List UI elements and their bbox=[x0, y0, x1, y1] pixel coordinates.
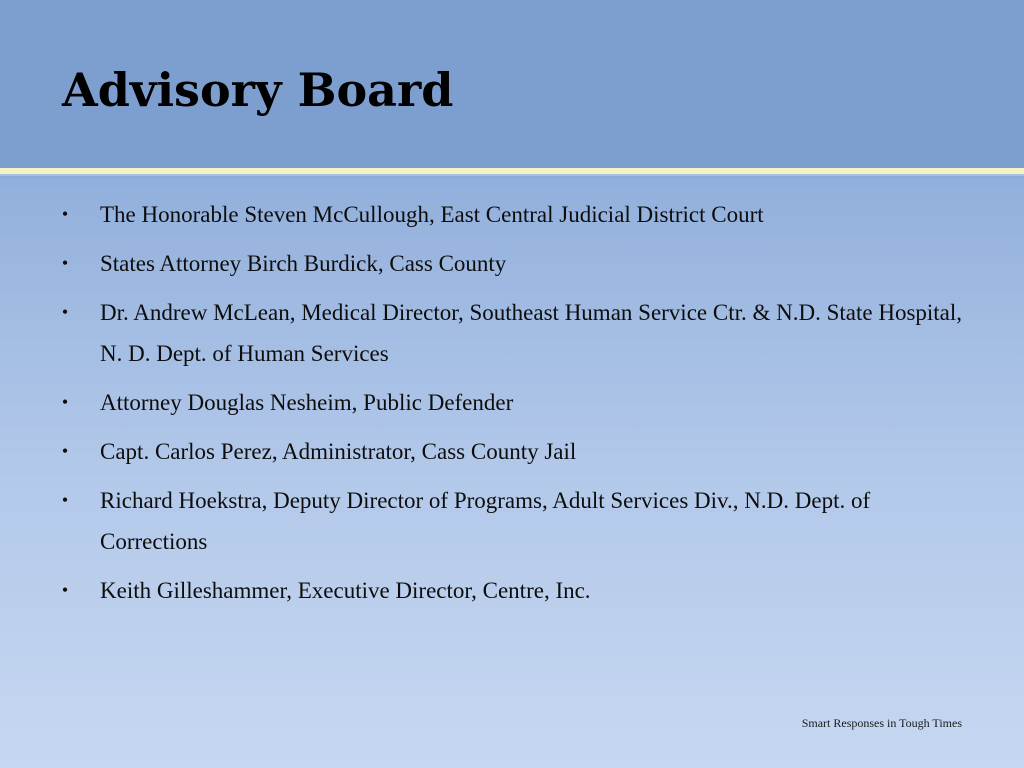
list-item bbox=[58, 480, 978, 562]
bullet-icon: • bbox=[61, 253, 69, 273]
slide-title: Advisory Board bbox=[62, 63, 454, 117]
bullet-icon: • bbox=[61, 204, 69, 224]
bullet-icon: • bbox=[61, 441, 69, 461]
title-divider-shadow bbox=[0, 174, 1024, 176]
list-item-text: States Attorney Birch Burdick, Cass County bbox=[100, 251, 507, 276]
list-item-text: Capt. Carlos Perez, Administrator, Cass County Jail bbox=[100, 439, 577, 464]
list-item-text: Keith Gilleshammer, Executive Director, Centre, Inc. bbox=[100, 578, 591, 603]
list-item-text: Richard Hoekstra, Deputy Director of Programs, Adult Services Div., N.D. Dept. of Corrections bbox=[100, 488, 871, 554]
advisory-board-list bbox=[58, 194, 978, 619]
list-item bbox=[58, 292, 978, 374]
slide-footer: Smart Responses in Tough Times bbox=[801, 716, 962, 730]
list-item-text: Dr. Andrew McLean, Medical Director, Southeast Human Service Ctr. & N.D. State Hospital, N. D. Dept. of Human Services bbox=[100, 300, 963, 366]
list-item bbox=[58, 570, 978, 611]
list-item-text: Attorney Douglas Nesheim, Public Defender bbox=[100, 390, 514, 415]
list-item bbox=[58, 194, 978, 235]
list-item-text: The Honorable Steven McCullough, East Central Judicial District Court bbox=[100, 202, 764, 227]
list-item bbox=[58, 382, 978, 423]
bullet-icon: • bbox=[61, 490, 69, 510]
title-banner bbox=[0, 0, 1024, 168]
bullet-icon: • bbox=[61, 302, 69, 322]
list-item bbox=[58, 243, 978, 284]
bullet-icon: • bbox=[61, 580, 69, 600]
list-item bbox=[58, 431, 978, 472]
bullet-icon: • bbox=[61, 392, 69, 412]
